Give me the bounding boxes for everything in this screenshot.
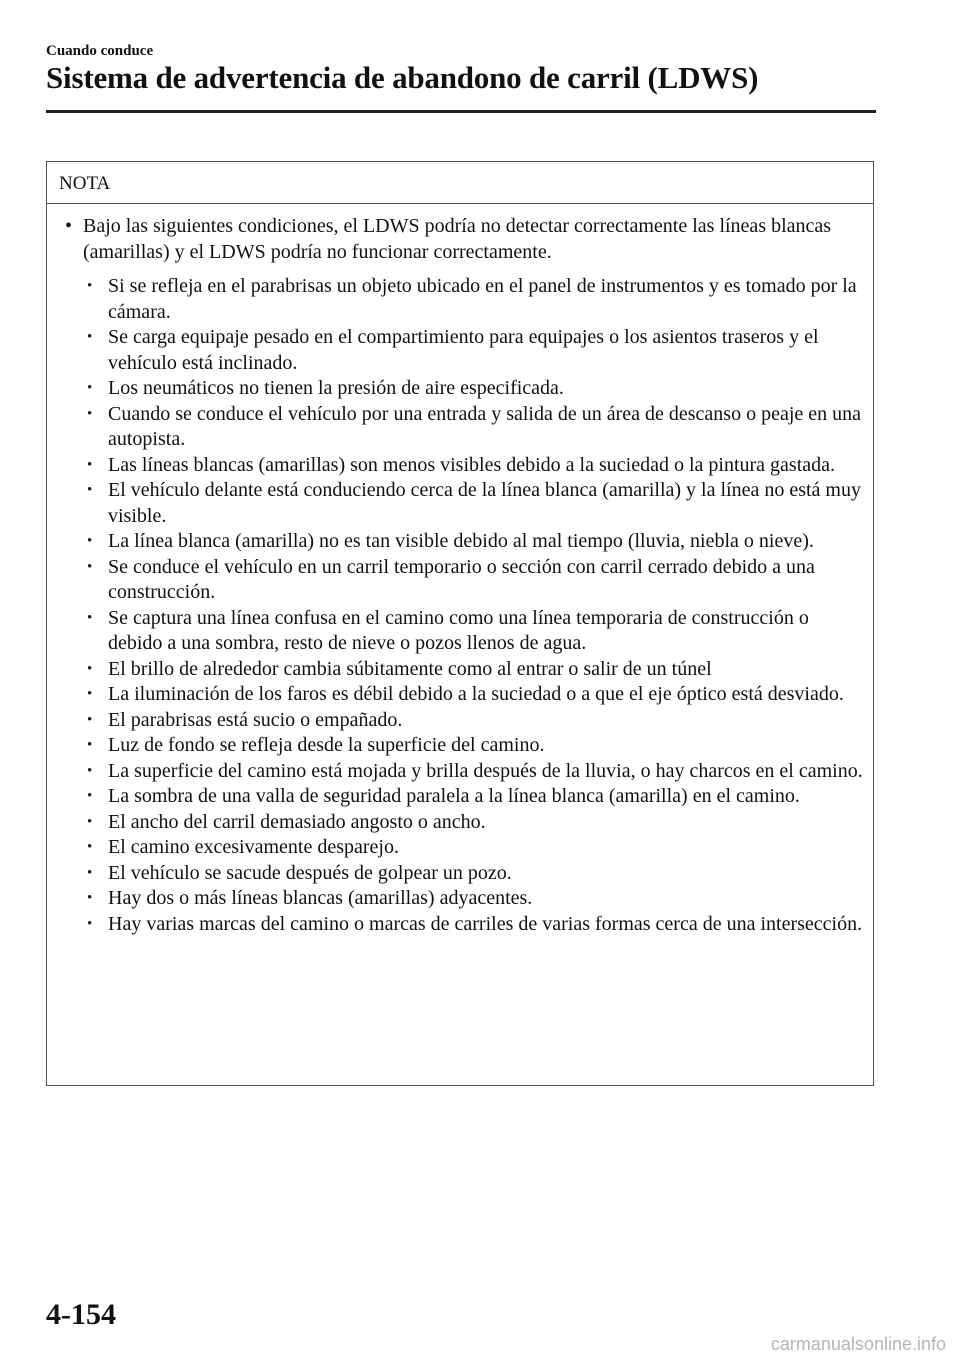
note-main-text: Bajo las siguientes condiciones, el LDWS podría no detectar correctamente las líneas blancas (amarillas) y el LDWS podría no funcionar correctamente. [83, 215, 832, 263]
bullet-dot-icon: • [87, 380, 93, 396]
list-item-text: La sombra de una valla de seguridad paralela a la línea blanca (amarilla) en el camino. [108, 785, 800, 807]
bullet-dot-icon: • [87, 609, 93, 626]
list-item [61, 810, 863, 836]
list-item-text: Se conduce el vehículo en un carril temporario o sección con carril cerrado debido a una construcción. [108, 555, 815, 603]
bullet-dot-icon: • [87, 890, 93, 906]
list-item [61, 453, 863, 479]
list-item [61, 606, 863, 657]
list-item-text: Cuando se conduce el vehículo por una entrada y salida de un área de descanso o peaje en una autopista. [108, 402, 862, 450]
bullet-dot-icon: • [87, 405, 93, 422]
list-item-text: La superficie del camino está mojada y brilla después de la lluvia, o hay charcos en el camino. [108, 759, 863, 782]
bullet-dot-icon: • [87, 482, 93, 498]
page-number: 4-154 [46, 1298, 116, 1331]
bullet-dot-icon: • [87, 686, 93, 702]
condition-list [61, 274, 863, 937]
list-item [61, 274, 863, 325]
list-item-text: Se carga equipaje pesado en el compartimiento para equipajes o los asientos traseros y el vehículo está inclinado. [108, 326, 819, 374]
title-divider [46, 110, 876, 113]
note-box [46, 161, 874, 1086]
list-item [61, 555, 863, 606]
list-item-text: Los neumáticos no tienen la presión de aire especificada. [108, 377, 564, 399]
list-item [61, 912, 863, 938]
list-item-text: El parabrisas está sucio o empañado. [108, 708, 403, 731]
bullet-dot-icon: • [87, 915, 93, 932]
bullet-dot-icon: • [87, 329, 93, 345]
list-item-text: El ancho del carril demasiado angosto o ancho. [108, 810, 486, 833]
list-item-text: El brillo de alrededor cambia súbitamente como al entrar o salir de un túnel [108, 657, 712, 680]
list-item [61, 708, 863, 734]
bullet-dot-icon: • [87, 737, 93, 753]
list-item [61, 759, 863, 785]
bullet-dot-icon: • [87, 864, 93, 881]
bullet-dot-icon: • [87, 533, 93, 549]
bullet-dot-icon: • [87, 788, 93, 804]
list-item [61, 376, 863, 402]
list-item-text: La línea blanca (amarilla) no es tan visible debido al mal tiempo (lluvia, niebla o nieve). [108, 530, 814, 552]
bullet-dot-icon: • [87, 456, 93, 473]
note-main-bullet [61, 213, 863, 265]
note-heading: NOTA [47, 162, 873, 204]
bullet-dot-icon: • [65, 215, 73, 237]
list-item [61, 682, 863, 708]
list-item-text: Se captura una línea confusa en el camino como una línea temporaria de construcción o debido a una sombra, resto de nieve o pozos llenos de agua. [108, 606, 809, 654]
list-item [61, 402, 863, 453]
list-item [61, 886, 863, 912]
list-item-text: Hay dos o más líneas blancas (amarillas) adyacentes. [108, 887, 533, 909]
bullet-dot-icon: • [87, 711, 93, 728]
bullet-dot-icon: • [87, 558, 93, 575]
list-item-text: Si se refleja en el parabrisas un objeto ubicado en el panel de instrumentos y es tomado por la cámara. [108, 275, 857, 323]
list-item-text: Luz de fondo se refleja desde la superficie del camino. [108, 734, 545, 756]
page-title: Sistema de advertencia de abandono de carril (LDWS) [46, 60, 759, 95]
bullet-dot-icon: • [87, 762, 93, 779]
list-item-text: El vehículo se sacude después de golpear un pozo. [108, 861, 512, 884]
watermark: carmanualsonline.info [770, 1334, 946, 1354]
list-item-text: El vehículo delante está conduciendo cerca de la línea blanca (amarilla) y la línea no está muy visible. [108, 479, 861, 527]
list-item [61, 478, 863, 529]
list-item [61, 657, 863, 683]
bullet-dot-icon: • [87, 660, 93, 677]
list-item [61, 733, 863, 759]
list-item-text: La iluminación de los faros es débil debido a la suciedad o a que el eje óptico está desviado. [108, 683, 844, 705]
bullet-dot-icon: • [87, 278, 93, 294]
list-item-text: El camino excesivamente desparejo. [108, 836, 399, 858]
list-item [61, 861, 863, 887]
list-item-text: Las líneas blancas (amarillas) son menos visibles debido a la suciedad o la pintura gastada. [108, 453, 836, 476]
list-item [61, 784, 863, 810]
list-item [61, 325, 863, 376]
bullet-dot-icon: • [87, 839, 93, 855]
bullet-dot-icon: • [87, 813, 93, 830]
list-item [61, 529, 863, 555]
section-label: Cuando conduce [46, 43, 154, 59]
note-body [47, 204, 873, 937]
list-item [61, 835, 863, 861]
list-item-text: Hay varias marcas del camino o marcas de carriles de varias formas cerca de una intersección. [108, 912, 863, 935]
